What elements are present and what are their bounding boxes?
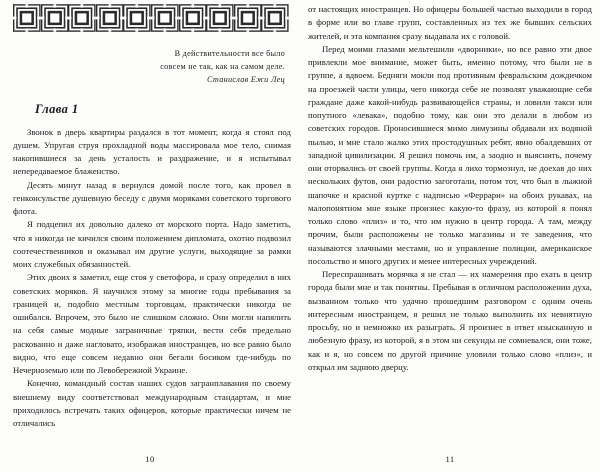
right-page <box>300 0 600 472</box>
chapter-title: Глава 1 <box>35 101 79 116</box>
paragraph: Переспрашивать морячка я не стал — их намерения про ехать в центр города были мне и так понятны. Пребывая в отличном расположении духа, вызванном только что удачно прошедшим разговором с одним очень интересным иностранцем, я решил не только выполнить их невнятную просьбу, но и немножко их разыграть. Я произнес в ответ изысканную и любезную фразу, из которой, я в этом ни секунды не сомневался, они тоже, как и я, но совсем по другой причине уловили только слово «плиз», и открыл им заднюю дверцу. <box>308 269 592 372</box>
meander-cell <box>41 4 69 32</box>
meander-cell <box>123 4 151 32</box>
meander-cell <box>261 4 289 32</box>
greek-key-ornament <box>13 4 289 32</box>
meander-cell <box>68 4 96 32</box>
paragraph: Звонок в дверь квартиры раздался в тот момент, когда я стоял под душем. Упругая струя прохладной воды массировала мое тело, снимая накопившиеся за день усталость и раздражение, и я испытывал непередаваемое блаженство. <box>13 126 291 177</box>
paragraph: Перед моими глазами мельтешили «дворники», но все равно эти двое привлекли мое внимание, может быть, именно потому, что были не в группе, а вдвоем. Бедняги мокли под противным февральским дождичком на проезжей части улицы, чего никогда себе не позволят уважающие себя граждане даже какой-нибудь развивающейся страны, и ловили такси или попутного «левака», подобно тому, как они это делали в любом из советских городов. Проносившиеся мимо лимузины обдавали их водяной пылью, и мне стало жалко этих простодушных ребят, явно обалдевших от западной цивилизации. Я решил помочь им, а заодно и выяснить, почему они оторвались от своей группы. Когда я лихо тормознул, не доехав до них нескольких футов, они радостно загоготали, потом тот, что был в лыжной шапочке и красной куртке с надписью «Феррари» на обоих рукавах, на малопонятном мне языке произнес какую-то фразу, из которой я понял только слово «плиз» и то, что им нужно в центр города. А там, между прочим, были расположены не только магазины и те заведения, что называются злачными местами, но и управление полиции, американское посольство и много других и менее интересных учреждений. <box>308 43 592 266</box>
left-page-body <box>13 126 291 431</box>
paragraph: от настоящих иностранцев. Но офицеры большей частью выходили в город в форме или во главе групп, составленных из тех же бывших сельских жителей, и эта компания сразу выдавала их с головой. <box>308 4 592 41</box>
paragraph: Этих двоих я заметил, еще стоя у светофора, и сразу определил в них советских моряков. Я научился этому за многие годы пребывания за границей и, подобно местным торговцам, практически никогда не ошибался. Впрочем, это было не слишком сложно. Они могли напялить на себя самые модные заграничные тряпки, вести себя предельно раскованно и даже нагловато, изображая иностранцев, но все равно было видно, что еще совсем недавно они бегали босиком где-нибудь по Нечерноземью или по Левобережной Украине. <box>13 272 291 375</box>
page-number-left: 10 <box>145 454 155 464</box>
meander-cell <box>151 4 179 32</box>
meander-cell <box>234 4 262 32</box>
paragraph: Конечно, командный состав наших судов загранплавания по своему внешнему виду соответствовал международным стандартам, и мне приходилось встречать таких офицеров, которые практически ничем не отличались <box>13 378 291 428</box>
epigraph-line-1: В действительности все было <box>174 49 285 58</box>
right-page-body <box>308 0 592 374</box>
epigraph <box>13 48 285 87</box>
meander-cell <box>206 4 234 32</box>
meander-cell <box>179 4 207 32</box>
meander-cell <box>13 4 41 32</box>
paragraph: Я подцепил их довольно далеко от морского порта. Надо заметить, что я никогда не кичился своим положением дипломата, охотно подвозил соотечественников и оказывал им другие услуги, выходящие за рамки моих служебных обязанностей. <box>13 219 291 269</box>
meander-cell <box>96 4 124 32</box>
epigraph-author: Станислав Ежи Лец <box>207 75 285 84</box>
page-number-right: 11 <box>445 454 455 464</box>
epigraph-line-2: совсем не так, как на самом деле. <box>160 61 285 71</box>
paragraph: Десять минут назад я вернулся домой после того, как провел в генконсульстве душевную беседу с двумя моряками советского торгового флота. <box>13 179 291 216</box>
